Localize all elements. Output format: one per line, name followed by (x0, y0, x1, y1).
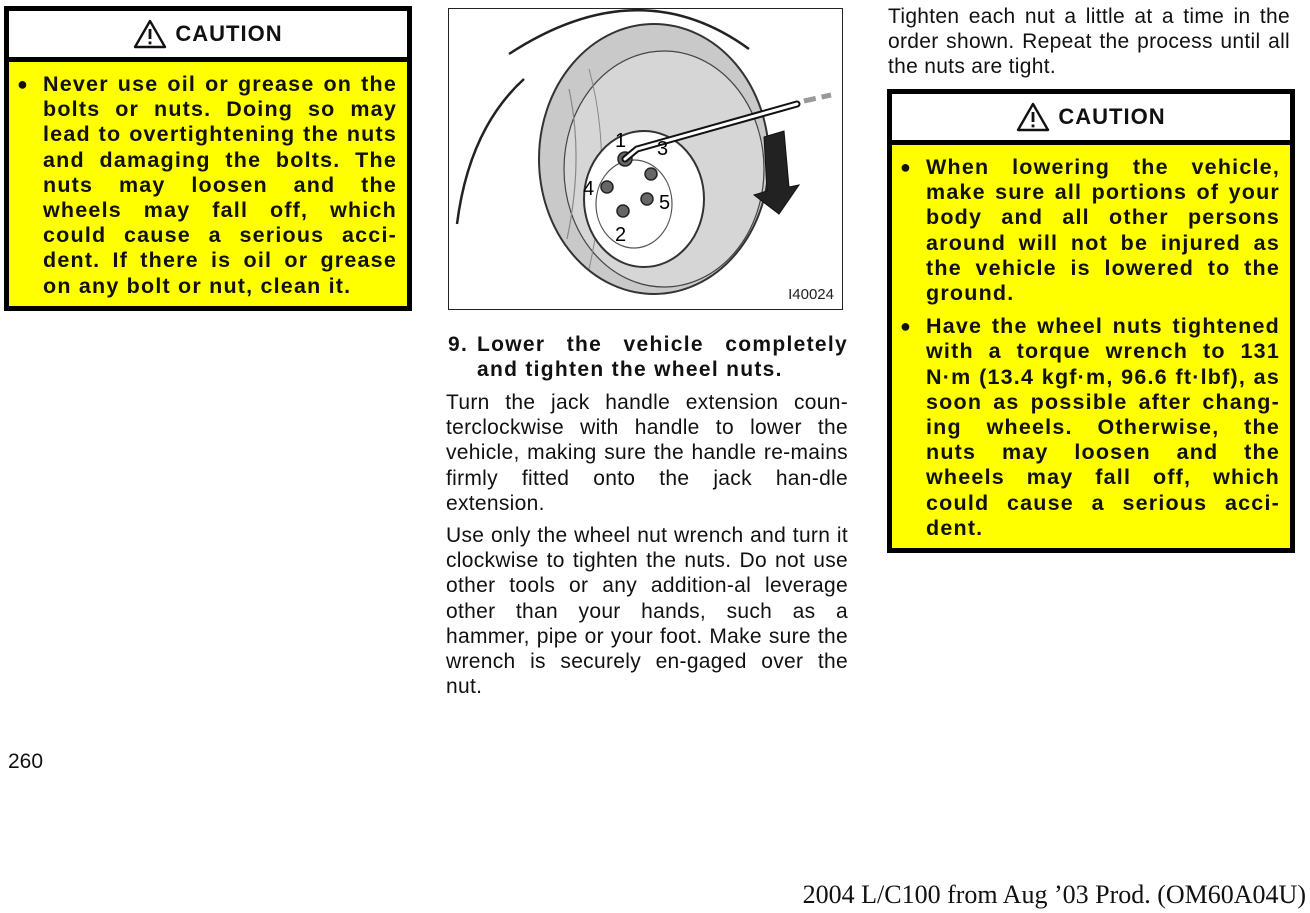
caution-title: CAUTION (175, 21, 283, 46)
wheel-illustration (449, 9, 841, 308)
step-number: 9. (448, 333, 469, 356)
nut-label-1: 1 (615, 130, 627, 152)
caution-list (892, 145, 1290, 555)
wheel-nut-tightening-figure (448, 8, 843, 310)
nut-label-4: 4 (583, 178, 595, 200)
warning-triangle-icon (133, 19, 167, 49)
step-title: Lower the vehicle completely and tighten the wheel nuts. (477, 333, 848, 381)
caution-item: ● Never use oil or grease on the bolts or nuts. Doing so may lead to overtightening the nuts and damaging the bolts. The nuts may loosen and the wheels may fall off, which could cause a serious acci-dent. If there is oil or grease on any bolt or nut, clean it. (17, 72, 397, 299)
page-number: 260 (8, 750, 44, 773)
step-heading (448, 332, 848, 382)
caution-item: ● When lowering the vehicle, make sure all portions of your body and all other persons around will not be injured as the vehicle is lowered to the ground. (900, 155, 1280, 306)
caution-box-left (4, 6, 412, 311)
nut-label-5: 5 (659, 192, 671, 214)
caution-box-right (887, 89, 1295, 553)
caution-header (9, 11, 407, 62)
step-paragraph: Turn the jack handle extension coun-terclockwise with handle to lower the vehicle, making sure the handle re-mains firmly fitted onto the jack han-dle extension. (446, 391, 848, 515)
figure-code: I40024 (788, 286, 834, 303)
tighten-instructions: Tighten each nut a little at a time in the order shown. Repeat the process until all the nuts are tight. (888, 5, 1290, 79)
caution-item: ● Have the wheel nuts tightened with a torque wrench to 131 N·m (13.4 kgf·m, 96.6 ft·lbf), as soon as possible after chang-ing wheels. Otherwise, the nuts may loosen and the wheels may fall off, which could cause a serious acci-dent. (900, 314, 1280, 541)
warning-triangle-icon (1016, 102, 1050, 132)
footer-publication: 2004 L/C100 from Aug ’03 Prod. (OM60A04U) (802, 880, 1306, 909)
caution-title: CAUTION (1058, 104, 1166, 129)
nut-label-3: 3 (657, 138, 669, 160)
step-paragraph: Use only the wheel nut wrench and turn it clockwise to tighten the nuts. Do not use other tools or any addition-al leverage other than your hands, such as a hammer, pipe or your foot. Make sure the wrench is securely en-gaged over the nut. (446, 524, 848, 699)
nut-label-2: 2 (615, 224, 627, 246)
caution-list (9, 62, 407, 313)
caution-header (892, 94, 1290, 145)
